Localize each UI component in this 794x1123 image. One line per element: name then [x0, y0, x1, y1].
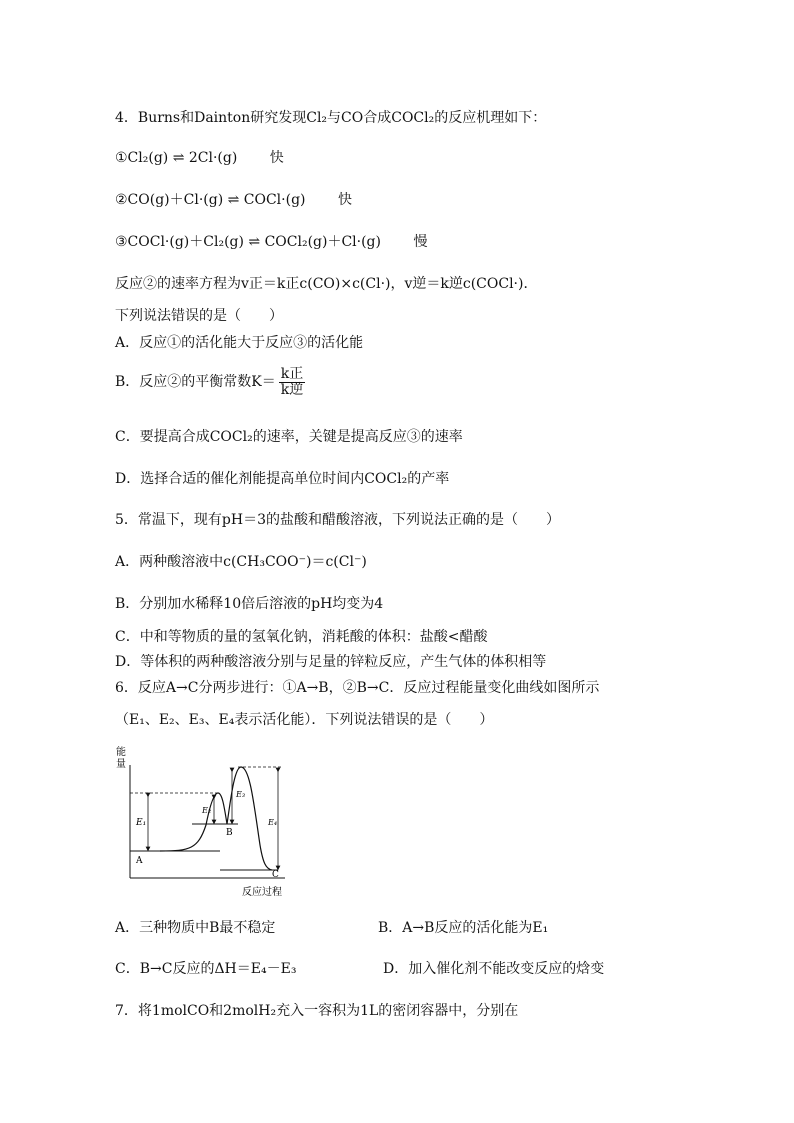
- label-c: C: [272, 870, 279, 880]
- q4-step2-speed: 快: [337, 192, 352, 208]
- label-a: A: [136, 856, 143, 866]
- q6-option-c: C．B→C反应的ΔH＝E₄－E₃: [115, 961, 297, 977]
- q5-option-b: B．分别加水稀释10倍后溶液的pH均变为4: [115, 596, 384, 612]
- energy-diagram: [110, 745, 300, 900]
- q5-stem: 5．常温下，现有pH＝3的盐酸和醋酸溶液，下列说法正确的是（ ）: [115, 512, 560, 528]
- energy-curve: [160, 767, 272, 870]
- label-e3: E₃: [236, 790, 246, 799]
- q4-stem: 4．Burns和Dainton研究发现Cl₂与CO合成COCl₂的反应机理如下：: [115, 110, 547, 126]
- q5-option-c: C．中和等物质的量的氢氧化钠，消耗酸的体积：盐酸<醋酸: [115, 629, 488, 645]
- q6-option-d: D．加入催化剂不能改变反应的焓变: [383, 961, 605, 977]
- q5-option-d: D．等体积的两种酸溶液分别与足量的锌粒反应，产生气体的体积相等: [115, 654, 547, 670]
- q4-step3-speed: 慢: [413, 234, 428, 250]
- y-axis-label-1: 能: [116, 747, 126, 758]
- q7-stem: 7．将1molCO和2molH₂充入一容积为1L的密闭容器中，分别在: [115, 1003, 519, 1019]
- q4-option-d: D．选择合适的催化剂能提高单位时间内COCl₂的产率: [115, 471, 450, 487]
- label-b: B: [226, 828, 233, 838]
- q4-step3: [115, 232, 427, 252]
- q4-step2-formula: ②CO(g)＋Cl·(g) ⇌ COCl·(g): [115, 192, 306, 208]
- q4-step2: [115, 190, 352, 210]
- q4-option-b-prefix: B．反应②的平衡常数K＝: [115, 374, 276, 390]
- q6-stem-line1: 6．反应A→C分两步进行：①A→B，②B→C．反应过程能量变化曲线如图所示: [115, 680, 600, 696]
- q4-option-c: C．要提高合成COCl₂的速率，关键是提高反应③的速率: [115, 429, 463, 445]
- q4-question: 下列说法错误的是（ ）: [115, 308, 283, 324]
- q4-option-b-fraction: [279, 367, 305, 398]
- q4-option-b: [115, 364, 305, 400]
- label-e1: E₁: [136, 818, 147, 828]
- q4-step1-formula: ①Cl₂(g) ⇌ 2Cl·(g): [115, 150, 238, 166]
- label-e4: E₄: [268, 818, 278, 827]
- q4-option-a: A．反应①的活化能大于反应③的活化能: [115, 335, 364, 351]
- fraction-denominator: k逆: [280, 381, 304, 398]
- q4-step1-speed: 快: [269, 150, 284, 166]
- q6-option-a: A．三种物质中B最不稳定: [115, 920, 276, 936]
- q5-option-a: A．两种酸溶液中c(CH₃COO⁻)＝c(Cl⁻): [115, 554, 367, 570]
- x-axis-label: 反应过程: [242, 887, 282, 898]
- q6-option-b: B．A→B反应的活化能为E₁: [378, 920, 549, 936]
- q4-step1: [115, 148, 284, 168]
- y-axis-label-2: 量: [116, 759, 126, 770]
- label-e2: E₂: [202, 806, 212, 815]
- fraction-numerator: k正: [280, 365, 304, 382]
- q6-stem-line2: （E₁、E₂、E₃、E₄表示活化能）．下列说法错误的是（ ）: [115, 712, 494, 728]
- q4-step3-formula: ③COCl·(g)＋Cl₂(g) ⇌ COCl₂(g)＋Cl·(g): [115, 234, 381, 250]
- q4-rate-equation: 反应②的速率方程为v正＝k正c(CO)×c(Cl·)，v逆＝k逆c(COCl·)．: [115, 276, 538, 292]
